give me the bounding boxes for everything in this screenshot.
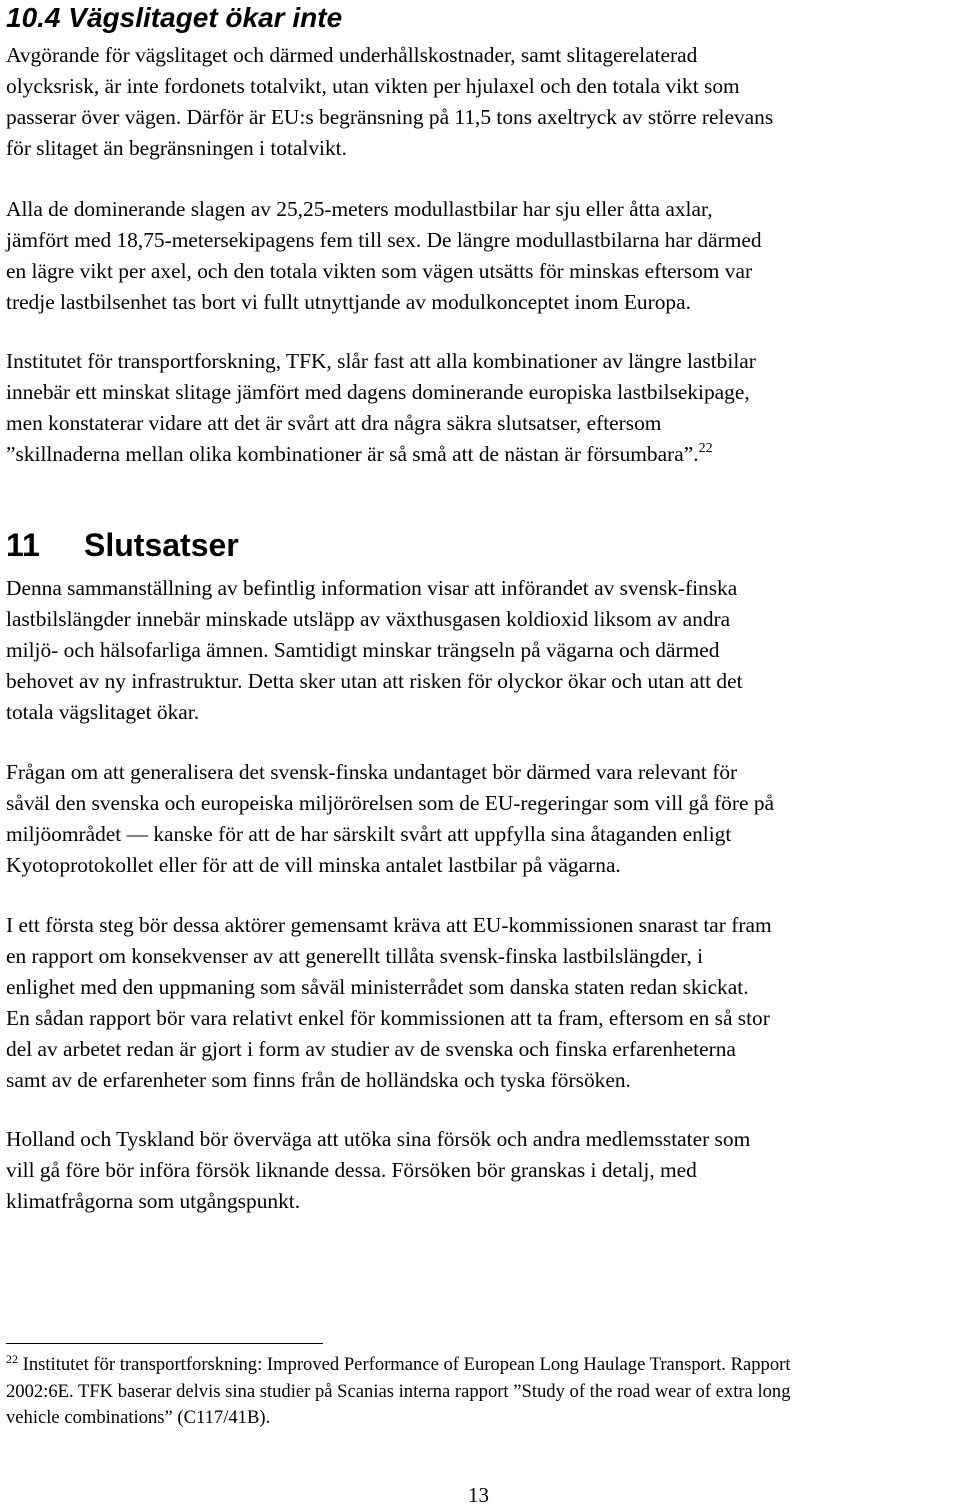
paragraph-holland-germany	[6, 1124, 750, 1217]
page-number: 13	[468, 1483, 489, 1507]
text-line: passerar över vägen. Därför är EU:s begränsning på 11,5 tons axeltryck av större relevans	[6, 105, 774, 129]
text-line: vill gå före bör införa försök liknande dessa. Försöken bör granskas i detalj, med	[6, 1158, 697, 1182]
footnote-separator	[6, 1343, 323, 1344]
footnote-line: 2002:6E. TFK baserar delvis sina studier på Scanias interna rapport ”Study of the road wear of extra long	[6, 1381, 791, 1402]
paragraph-summary	[6, 573, 743, 728]
text-line: Frågan om att generalisera det svensk-finska undantaget bör därmed vara relevant för	[6, 760, 738, 784]
section-heading-10-4: 10.4 Vägslitaget ökar inte	[6, 2, 343, 33]
section-heading-11	[6, 526, 239, 564]
footnote-22	[6, 1352, 791, 1431]
text-line: Denna sammanställning av befintlig information visar att införandet av svensk-finska	[6, 576, 738, 600]
paragraph-generalise	[6, 757, 774, 881]
text-line: Avgörande för vägslitaget och därmed underhållskostnader, samt slitagerelaterad	[6, 43, 698, 67]
text-line: tredje lastbilsenhet tas bort vi fullt utnyttjande av modulkonceptet inom Europa.	[6, 290, 691, 314]
text-line: enlighet med den uppmaning som såväl ministerrådet som danska staten redan skickat.	[6, 975, 749, 999]
text-line: samt av de erfarenheter som finns från de holländska och tyska försöken.	[6, 1068, 631, 1092]
text-line: totala vägslitaget ökar.	[6, 700, 200, 724]
footnote-reference[interactable]: 22	[698, 441, 713, 456]
footnote-text: Institutet för transportforskning: Improved Performance of European Long Haulage Transport. Rapport	[18, 1354, 791, 1375]
footnote-line: vehicle combinations” (C117/41B).	[6, 1407, 271, 1428]
text-line: miljöområdet — kanske för att de har särskilt svårt att uppfylla sina åtaganden enligt	[6, 822, 732, 846]
quote-text: ”skillnaderna mellan olika kombinationer är så små att de nästan är försumbara”.	[6, 442, 699, 466]
text-line: klimatfrågorna som utgångspunkt.	[6, 1189, 301, 1213]
text-line: Alla de dominerande slagen av 25,25-meters modullastbilar har sju eller åtta axlar,	[6, 197, 713, 221]
text-line: för slitaget än begränsningen i totalvikt.	[6, 136, 347, 160]
text-line: Institutet för transportforskning, TFK, slår fast att alla kombinationer av längre lastbilar	[6, 349, 756, 373]
text-line	[6, 439, 756, 473]
text-line: lastbilslängder innebär minskade utsläpp av växthusgasen koldioxid liksom av andra	[6, 607, 731, 631]
text-line: men konstaterar vidare att det är svårt att dra några säkra slutsatser, eftersom	[6, 411, 662, 435]
section-number: 11	[6, 527, 40, 563]
text-line: En sådan rapport bör vara relativt enkel för kommissionen att ta fram, eftersom en så stor	[6, 1006, 770, 1030]
text-line: Holland och Tyskland bör överväga att utöka sina försök och andra medlemsstater som	[6, 1127, 751, 1151]
section-title: Slutsatser	[84, 527, 239, 563]
text-line: miljö- och hälsofarliga ämnen. Samtidigt minskar trängseln på vägarna och därmed	[6, 638, 720, 662]
text-line: behovet av ny infrastruktur. Detta sker utan att risken för olyckor ökar och utan att det	[6, 669, 743, 693]
paragraph-first-step	[6, 910, 772, 1096]
footnote-marker: 22	[6, 1352, 18, 1366]
text-line: jämfört med 18,75-metersekipagens fem till sex. De längre modullastbilarna har därmed	[6, 228, 762, 252]
text-line: innebär ett minskat slitage jämfört med dagens dominerande europiska lastbilsekipage,	[6, 380, 750, 404]
text-line: Kyotoprotokollet eller för att de vill minska antalet lastbilar på vägarna.	[6, 853, 621, 877]
text-line: en rapport om konsekvenser av att generellt tillåta svensk-finska lastbilslängder, i	[6, 944, 704, 968]
text-line: del av arbetet redan är gjort i form av studier av de svenska och finska erfarenheterna	[6, 1037, 736, 1061]
text-line: såväl den svenska och europeiska miljörörelsen som de EU-regeringar som vill gå före på	[6, 791, 775, 815]
text-line: I ett första steg bör dessa aktörer gemensamt kräva att EU-kommissionen snarast tar fram	[6, 913, 772, 937]
paragraph-axle-load	[6, 40, 773, 164]
paragraph-axle-count	[6, 194, 762, 318]
text-line: olycksrisk, är inte fordonets totalvikt, utan vikten per hjulaxel och den totala vikt som	[6, 74, 740, 98]
paragraph-tfk	[6, 346, 756, 473]
text-line: en lägre vikt per axel, och den totala vikten som vägen utsätts för minskas eftersom var	[6, 259, 753, 283]
footnote-line	[6, 1352, 791, 1379]
